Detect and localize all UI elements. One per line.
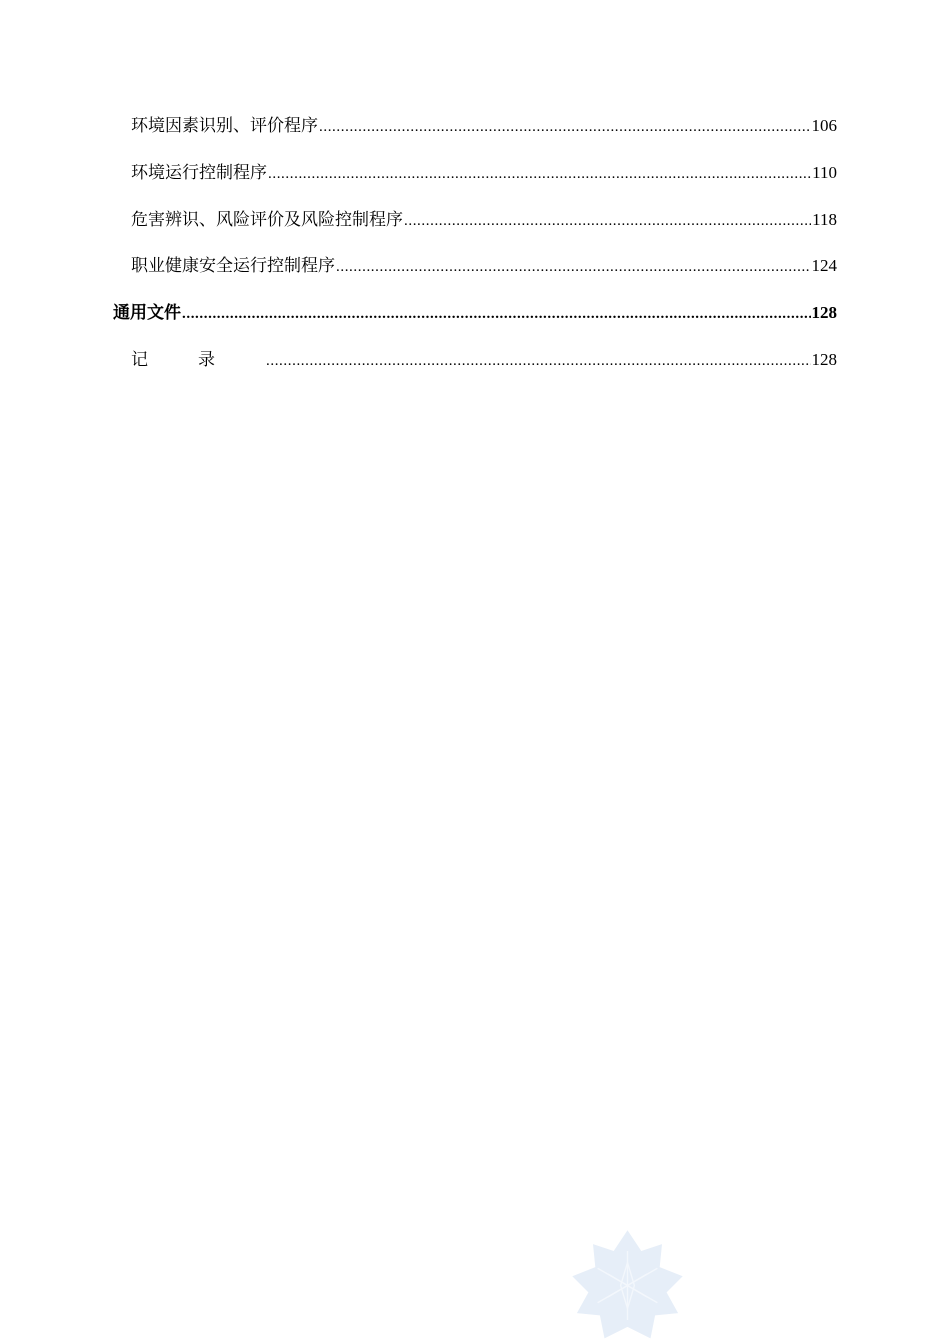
toc-entry[interactable] (113, 112, 837, 159)
toc-entry-title: 记录 (131, 349, 265, 370)
toc-entry[interactable] (113, 346, 837, 393)
toc-entry-title: 环境因素识别、评价程序 (131, 116, 318, 136)
toc-entry-page: 110 (812, 162, 837, 182)
toc-entry[interactable] (113, 252, 837, 299)
toc-entry-page: 106 (811, 116, 837, 135)
toc-dot-leader (404, 207, 811, 235)
table-of-contents (113, 112, 837, 393)
toc-dot-leader (319, 113, 811, 141)
toc-dot-leader (268, 160, 811, 188)
toc-dot-leader (266, 347, 811, 375)
toc-entry-page: 124 (811, 256, 837, 276)
toc-dot-leader (182, 300, 811, 328)
toc-entry[interactable] (113, 159, 837, 206)
toc-dot-leader (336, 253, 811, 281)
toc-section-title: 通用文件 (113, 303, 181, 324)
toc-entry-title: 危害辨识、风险评价及风险控制程序 (131, 209, 403, 230)
toc-entry-page: 128 (811, 349, 837, 369)
toc-entry-page: 118 (812, 209, 837, 229)
toc-section-entry[interactable] (113, 299, 837, 346)
snowflake-watermark-icon (570, 1228, 685, 1343)
toc-section-page: 128 (811, 303, 837, 323)
toc-entry[interactable] (113, 206, 837, 253)
toc-entry-title: 环境运行控制程序 (131, 162, 267, 183)
toc-entry-title: 职业健康安全运行控制程序 (131, 256, 335, 277)
